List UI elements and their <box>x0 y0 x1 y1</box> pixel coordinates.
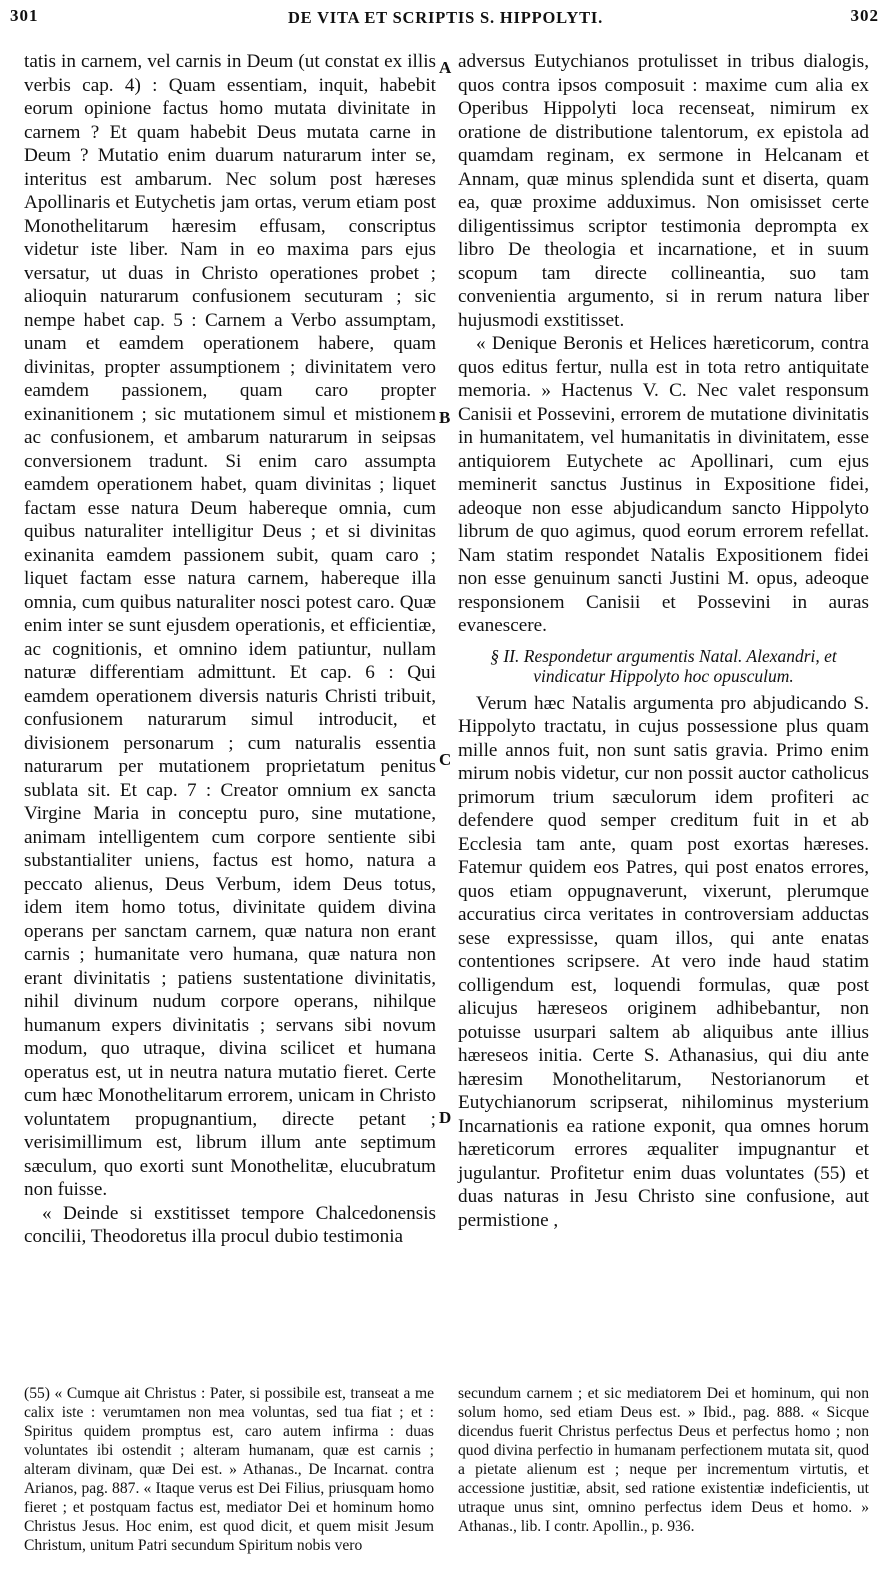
footnote-55-part-2: secundum carnem ; et sic mediatorem Dei et hominum, qui non solum homo, sed etiam Deus est. » Ibid., pag. 888. « Sicque dicendus fuerit Christus perfectus Deus et perfectus homo ; non quod divina perfectio in humanam perfectionem mutata sit, quod a pietate alienum est ; neque per incrementum virtutis, et accessione justitiæ, absit, sed ratione existentiæ indeficientis, ut utraque unus sint, omnino perfectus idem Deus et homo. » Athanas., lib. I contr. Apollin., p. 936. <box>458 1385 869 1535</box>
margin-marker-c: C <box>439 750 452 769</box>
right-paragraph-1: adversus Eutychianos protulisset in tribus dialogis, quos contra ipsos composuit : maxime cum alia ex Operibus Hippolyti loca recenseat, nimirum ex oratione de distributione talentorum, ex epistola ad quamdam reginam, ex sermone in Helcanam et Annam, quæ minus splendida sunt et diserta, quam ea, quæ proxime adduximus. Non omisisset certe diligentissimus scriptor testimonia deprompta ex libro De theologia et incarnatione, et in suum scopum tam directe collineantia, suo tam convenientia argumento, si in rerum natura liber hujusmodi exstitisset. <box>458 51 869 331</box>
left-paragraph-2: « Deinde si exstitisset tempore Chalcedonensis concilii, Theodoretus illa procul dubio testimonia <box>24 1202 436 1247</box>
margin-marker-a: A <box>439 58 452 77</box>
running-title: DE VITA ET SCRIPTIS S. HIPPOLYTI. <box>287 8 604 27</box>
left-column <box>24 50 436 1249</box>
margin-marker-d: D <box>439 1108 452 1127</box>
left-paragraph-1: tatis in carnem, vel carnis in Deum (ut constat ex illis verbis cap. 4) : Quam essentiam, inquit, habebit eorum opinione factus homo mutata divinitate in carnem ? Et quam habebit Deus mutata carne in Deum ? Mutatio enim duarum naturarum inter se, interitus est ambarum. Nec solum post hæreses Apollinaris et Eutychetis jam ortas, verum etiam post Monothelitarum hæresim effusam, conscriptus videtur iste liber. Nam in eo maxima pars ejus versatur, ut duas in Christo operationes probet ; alioquin naturarum confusionem secuturam ; sic nempe habet cap. 5 : Carnem a Verbo assumptam, unam et eamdem operationem habere, quam divinitas, propter assumptionem ; divinitatem vero eamdem passionem, quam caro propter exinanitionem ; sic mutationem simul et mistionem ac confusionem, et ambarum naturarum in seipsas conversionem tradunt. Si enim caro assumpta eamdem operationem habet, quam divinitas ; liquet factam esse natura Deum habereque omnia, cum quibus naturaliter intelligitur Deus ; et si divinitas exinanita eamdem passionem subit, quam caro ; liquet factam esse natura carnem, habereque illa omnia, cum quibus naturaliter nosci potest caro. Quæ enim inter se sunt ejusdem operationis, et efficientiæ, ac cognitionis, et omnino idem patiuntur, nullam naturæ differentiam admittunt. Et cap. 6 : Qui eamdem operationem diversis naturis Christi tribuit, confusionem naturarum simul introducit, et divisionem personarum ; cum naturalis essentia naturarum per mutationem proprietatum penitus sublata sit. Et cap. 7 : Creator omnium ex sancta Virgine Maria in conceptu puro, sine mutatione, animam intelligentem cum corpore sentiente sibi substantialiter uniens, factus est homo, natura a peccato alienus, Deus Verbum, idem Deus totus, idem item homo totus, divinitate quidem divina operans per sanctam carnem, quæ natura non erant carnis ; humanitate vero humana, quæ natura non erant divinitatis ; patiens sustentatione divinitatis, nihil divinum nudum corpore operans, nihilque humanum expers divinitatis ; servans sibi novum modum, quo utraque, divina scilicet et humana operatus est, ut in neutra natura mutatio fieret. Certe cum hæc Monothelitarum errorem, unicam in Christo voluntatem propugnantium, directe petant ; verisimillimum est, librum illum ante septimum sæculum, quo exorti sunt Monothelitæ, elucubratum non fuisse. <box>24 51 436 1200</box>
right-paragraph-3: Verum hæc Natalis argumenta pro abjudicando S. Hippolyto tractatu, in cujus possessione plus quam mille annos fuit, non sunt satis gravia. Primo enim mirum nobis videtur, cur non possit auctor catholicus primorum trium sæculorum idem profiteri ac defendere quod semper creditum fuit in et ab Ecclesia tam ante, quam post exortas hæreses. Fatemur quidem eos Patres, qui post enatos errores, quos etiam oppugnaverunt, vixerunt, plerumque accuratius circa veritates in controversiam adductas sese expressisse, quam illos, qui ante enatas contentiones scripsere. At vero inde haud statim colligendum est, loquendi formulas, quæ post alicujus hæreseos originem adhibebantur, non potuisse usurpari saltem ab aliquibus ante illius hæreseos initia. Certe S. Athanasius, qui diu ante hæresim Monothelitarum, Nestorianorum et Eutychianorum scripserat, nihilominus mysterium Incarnationis ea ratione exponit, qua omnes horum hæreticorum errores æqualiter impugnantur et jugulantur. Profitetur enim duas voluntates (55) et duas naturas in Jesu Christo sine confusione, aut permistione , <box>458 692 869 1231</box>
footnote-55-part-1: (55) « Cumque ait Christus : Pater, si possibile est, transeat a me calix iste : verumtamen non mea voluntas, sed tua fiat ; et : Spiritus quidem promptus est, caro autem infirma : duas voluntates ibi ostendit ; alteram humanam, quæ est carnis ; alteram divinam, quæ Dei est. » Athanas., De Incarnat. contra Arianos, pag. 887. « Itaque verus est Dei Filius, priusquam homo fieret ; et postquam factus est, mediator Dei et hominum homo Christus Jesus. Hoc enim, est quod dicit, et quem misit Jesum Christum, unitum Patri secundum Spiritum nobis vero <box>24 1385 434 1554</box>
page-number-left: 301 <box>10 6 39 25</box>
page-number-right: 302 <box>850 6 879 25</box>
margin-marker-b: B <box>439 408 451 427</box>
footnote-left <box>24 1384 434 1555</box>
footnote-right <box>458 1384 869 1536</box>
section-heading: § II. Respondetur argumentis Natal. Alexandri, et vindicatur Hippolyto hoc opusculum. <box>490 645 837 686</box>
right-paragraph-2: « Denique Beronis et Helices hæreticorum, contra quos editus fertur, nulla est in tota retro antiquitate memoria. » Hactenus V. C. Nec valet responsum Canisii et Possevini, errorem de mutatione divinitatis in humanitatem, vel humanitatis in divinitatem, esse antiquiorem Eutychete ac Apollinari, cum ejus meminerit sanctus Justinus in Expositione fidei, adeoque non esse abjudicandum sancto Hippolyto librum de quo agimus, quod eorum errorem refellat. Nam statim respondet Natalis Expositionem fidei non esse genuinum sancti Justini M. opus, adeoque responsionem Canisii et Possevini in auras evanescere. <box>458 333 869 636</box>
page-header <box>0 6 891 38</box>
right-column <box>458 50 869 1232</box>
